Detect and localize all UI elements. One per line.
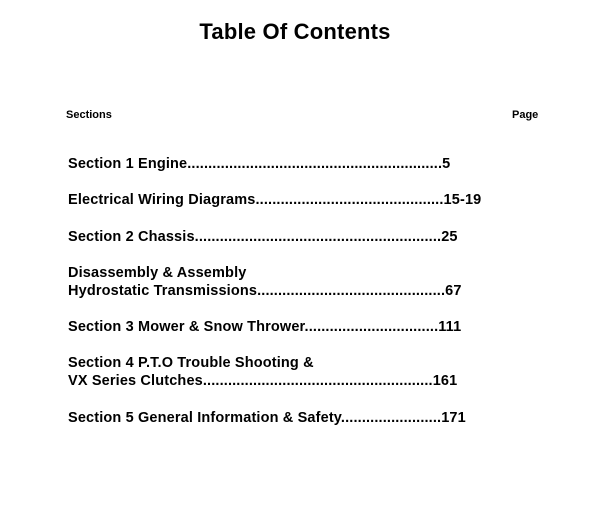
column-header-page: Page bbox=[512, 109, 539, 121]
page-title: Table Of Contents bbox=[199, 19, 391, 44]
toc-entry-text: Hydrostatic Transmissions.............................................67 bbox=[68, 283, 462, 299]
toc-entry-section-3-mower bbox=[68, 318, 461, 336]
toc-entry-text: Disassembly & Assembly bbox=[68, 265, 247, 281]
toc-entry-text: Electrical Wiring Diagrams.............................................15-19 bbox=[68, 192, 482, 208]
toc-entry-section-2-chassis bbox=[68, 228, 458, 246]
column-header-sections: Sections bbox=[66, 109, 112, 121]
toc-entry-hydrostatic-transmissions bbox=[68, 264, 462, 300]
toc-entry-text: VX Series Clutches.......................................................161 bbox=[68, 373, 458, 389]
toc-entry-text: Section 5 General Information & Safety........................171 bbox=[68, 410, 466, 426]
toc-entry-text: Section 1 Engine.............................................................5 bbox=[68, 156, 451, 172]
toc-entry-text: Section 4 P.T.O Trouble Shooting & bbox=[68, 355, 314, 371]
toc-entry-electrical-wiring bbox=[68, 191, 481, 209]
toc-entry-text: Section 2 Chassis...........................................................25 bbox=[68, 229, 458, 245]
toc-entry-section-1-engine bbox=[68, 155, 450, 173]
toc-entry-text: Section 3 Mower & Snow Thrower................................111 bbox=[68, 319, 462, 335]
toc-entry-section-4-pto bbox=[68, 354, 457, 390]
toc-entry-section-5-general bbox=[68, 409, 466, 427]
